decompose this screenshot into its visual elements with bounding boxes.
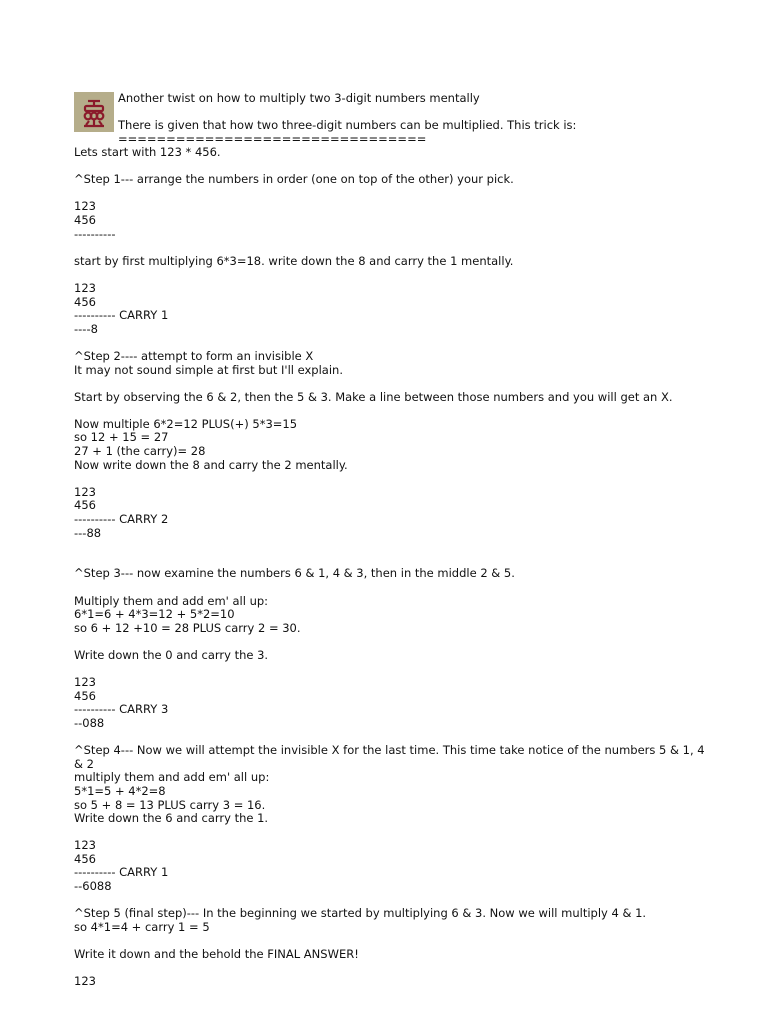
document-line: [74, 581, 724, 595]
document-line: [74, 554, 724, 568]
document-line: 123: [74, 675, 96, 690]
document-line: ---------- CARRY 1: [74, 308, 169, 323]
document-line: [74, 336, 724, 350]
document-line: & 2: [74, 756, 94, 771]
document-line: Now multiple 6*2=12 PLUS(+) 5*3=15: [74, 416, 298, 431]
document-line: 456: [74, 688, 96, 703]
intro-text: There is given that how two three-digit numbers can be multiplied. This trick is: ================================: [118, 118, 577, 146]
document-line: ---88: [74, 525, 102, 540]
document-line: Multiply them and add em' all up:: [74, 593, 269, 608]
document-line: 123: [74, 484, 96, 499]
document-line: Write down the 0 and carry the 3.: [74, 647, 269, 662]
document-line: ---------- CARRY 1: [74, 865, 169, 880]
document-line: [74, 731, 724, 745]
document-line: [74, 826, 724, 840]
document-line: ---------- CARRY 2: [74, 512, 169, 527]
document-line: [74, 635, 724, 649]
document-line: [74, 160, 724, 174]
document-line: Write down the 6 and carry the 1.: [74, 811, 269, 826]
document-line: It may not sound simple at first but I'll explain.: [74, 362, 343, 377]
document-line: so 12 + 15 = 27: [74, 430, 169, 445]
document-line: --088: [74, 715, 105, 730]
document-line: ---------- CARRY 3: [74, 702, 169, 717]
document-line: [74, 404, 724, 418]
document-line: 456: [74, 498, 96, 513]
document-line: 27 + 1 (the carry)= 28: [74, 444, 206, 459]
document-line: 456: [74, 212, 96, 227]
document-line: --6088: [74, 879, 112, 894]
document-line: 6*1=6 + 4*3=12 + 5*2=10: [74, 607, 235, 622]
document-line: [74, 472, 724, 486]
document-line: 456: [74, 294, 96, 309]
document-line: [74, 241, 724, 255]
logo-graphic: [74, 92, 114, 132]
document-line: ^Step 1--- arrange the numbers in order (one on top of the other) your pick.: [74, 172, 514, 187]
document-line: Now write down the 8 and carry the 2 mentally.: [74, 457, 348, 472]
document-line: so 5 + 8 = 13 PLUS carry 3 = 16.: [74, 797, 266, 812]
document-line: 456: [74, 851, 96, 866]
document-line: [74, 894, 724, 908]
document-line: 123: [74, 838, 96, 853]
document-line: ^Step 5 (final step)--- In the beginning we started by multiplying 6 & 3. Now we will multiply 4 & 1.: [74, 906, 647, 921]
document-line: ^Step 3--- now examine the numbers 6 & 1, 4 & 3, then in the middle 2 & 5.: [74, 566, 515, 581]
document-line: 123: [74, 974, 96, 989]
document-line: 123: [74, 280, 96, 295]
document-body: [74, 146, 724, 989]
document-line: Write it down and the behold the FINAL ANSWER!: [74, 947, 359, 962]
document-line: multiply them and add em' all up:: [74, 770, 270, 785]
document-line: start by first multiplying 6*3=18. write down the 8 and carry the 1 mentally.: [74, 253, 514, 268]
document-line: so 6 + 12 +10 = 28 PLUS carry 2 = 30.: [74, 620, 301, 635]
document-line: Start by observing the 6 & 2, then the 5 & 3. Make a line between those numbers and you will get an X.: [74, 389, 673, 404]
logo-icon: [74, 92, 114, 132]
document-line: 123: [74, 199, 96, 214]
document-line: ----------: [74, 226, 116, 241]
document-line: ^Step 2---- attempt to form an invisible X: [74, 348, 314, 363]
document-line: ----8: [74, 321, 98, 336]
document-line: [74, 540, 724, 554]
document-line: Lets start with 123 * 456.: [74, 145, 221, 159]
document-line: [74, 663, 724, 677]
document-line: [74, 934, 724, 948]
document-line: so 4*1=4 + carry 1 = 5: [74, 919, 210, 934]
document-line: [74, 187, 724, 201]
document-title: Another twist on how to multiply two 3-digit numbers mentally: [118, 91, 480, 105]
document-line: ^Step 4--- Now we will attempt the invisible X for the last time. This time take notice of the numbers 5 & 1, 4: [74, 743, 705, 758]
document-line: [74, 377, 724, 391]
document-line: [74, 962, 724, 976]
document-line: [74, 268, 724, 282]
document-line: 5*1=5 + 4*2=8: [74, 783, 166, 798]
